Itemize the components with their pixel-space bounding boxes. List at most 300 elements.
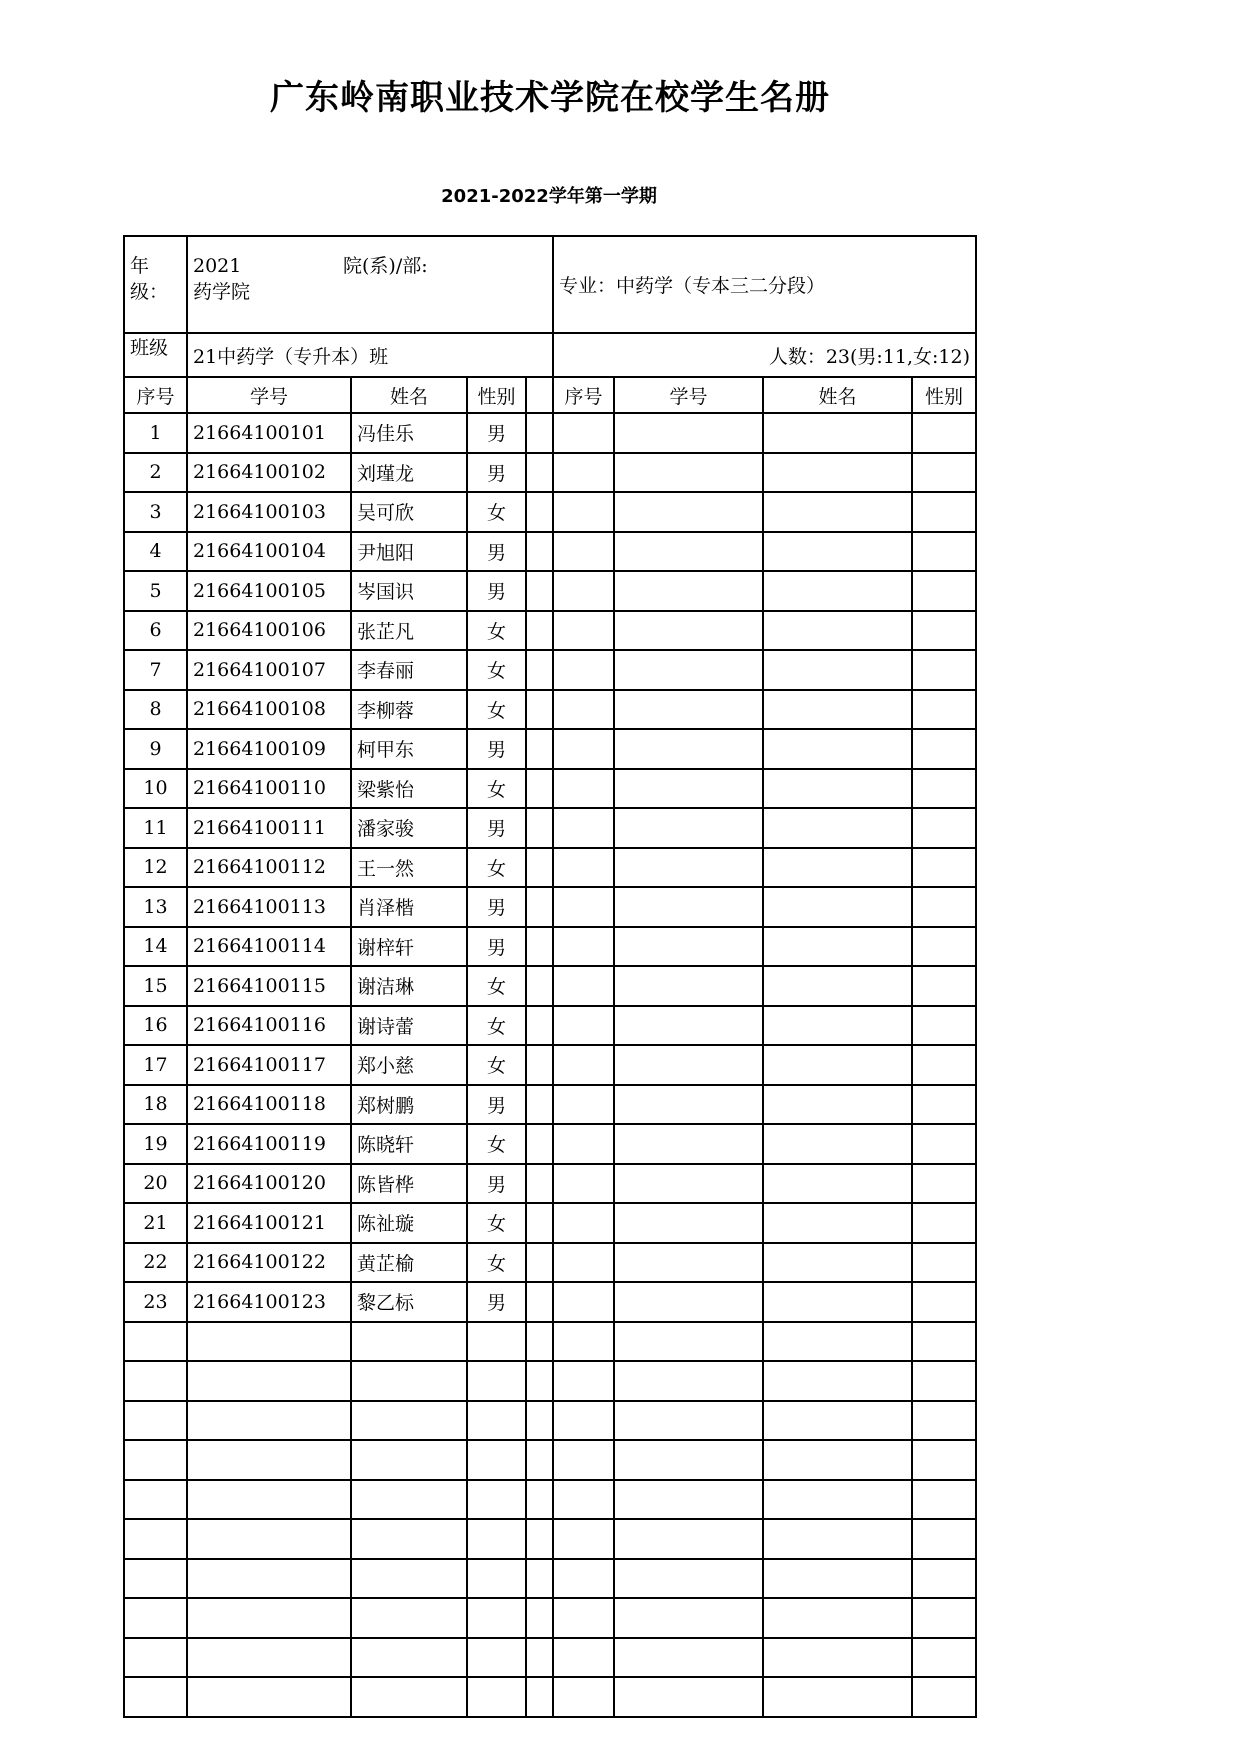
empty-row [124, 1638, 976, 1678]
student-seq: 16 [124, 1006, 187, 1046]
empty-cell [124, 1480, 187, 1520]
student-gender: 男 [467, 532, 526, 572]
empty-cell [124, 1559, 187, 1599]
table-row [124, 492, 976, 532]
empty-cell [553, 1045, 614, 1085]
empty-row [124, 1401, 976, 1441]
class-row [124, 333, 976, 377]
student-name: 潘家骏 [351, 808, 467, 848]
empty-cell [553, 966, 614, 1006]
empty-cell [912, 848, 976, 888]
class-label: 班级 [124, 333, 187, 377]
empty-cell [614, 966, 763, 1006]
empty-cell [553, 927, 614, 967]
empty-cell [614, 1519, 763, 1559]
table-row [124, 887, 976, 927]
student-id: 21664100110 [187, 769, 351, 809]
table-row [124, 848, 976, 888]
student-id: 21664100112 [187, 848, 351, 888]
table-row [124, 769, 976, 809]
table-row [124, 571, 976, 611]
empty-cell [553, 1124, 614, 1164]
empty-cell [763, 1006, 912, 1046]
empty-cell [614, 1598, 763, 1638]
empty-cell [912, 532, 976, 572]
student-name: 谢诗蕾 [351, 1006, 467, 1046]
table-row [124, 1085, 976, 1125]
empty-cell [124, 1677, 187, 1717]
empty-row [124, 1480, 976, 1520]
empty-cell [187, 1559, 351, 1599]
empty-cell [351, 1638, 467, 1678]
empty-cell [614, 927, 763, 967]
col-gender-header: 性别 [467, 377, 526, 413]
student-seq: 13 [124, 887, 187, 927]
student-gender: 男 [467, 729, 526, 769]
empty-cell [187, 1440, 351, 1480]
empty-cell [912, 1045, 976, 1085]
empty-cell [614, 1164, 763, 1204]
empty-cell [526, 1401, 553, 1441]
empty-cell [763, 1282, 912, 1322]
student-name: 谢梓轩 [351, 927, 467, 967]
empty-cell [912, 1006, 976, 1046]
empty-cell [912, 808, 976, 848]
empty-cell [553, 729, 614, 769]
empty-cell [526, 1519, 553, 1559]
empty-cell [763, 1203, 912, 1243]
empty-cell [187, 1480, 351, 1520]
empty-cell [614, 413, 763, 453]
table-row [124, 1282, 976, 1322]
student-seq: 6 [124, 611, 187, 651]
empty-cell [912, 1322, 976, 1362]
student-seq: 9 [124, 729, 187, 769]
student-id: 21664100106 [187, 611, 351, 651]
student-seq: 3 [124, 492, 187, 532]
empty-cell [467, 1322, 526, 1362]
empty-cell [526, 808, 553, 848]
empty-cell [763, 1480, 912, 1520]
student-gender: 女 [467, 1124, 526, 1164]
col-spacer [526, 377, 553, 413]
col-id-header-2: 学号 [614, 377, 763, 413]
empty-cell [526, 1045, 553, 1085]
student-name: 陈晓轩 [351, 1124, 467, 1164]
empty-cell [526, 769, 553, 809]
empty-cell [912, 1361, 976, 1401]
empty-cell [553, 1401, 614, 1441]
student-seq: 5 [124, 571, 187, 611]
empty-cell [526, 1203, 553, 1243]
empty-cell [912, 492, 976, 532]
empty-cell [912, 453, 976, 493]
page-title: 广东岭南职业技术学院在校学生名册 [270, 78, 830, 118]
empty-cell [526, 492, 553, 532]
student-id: 21664100118 [187, 1085, 351, 1125]
student-seq: 12 [124, 848, 187, 888]
empty-row [124, 1559, 976, 1599]
empty-cell [912, 1401, 976, 1441]
empty-cell [526, 1598, 553, 1638]
student-name: 刘瑾龙 [351, 453, 467, 493]
empty-cell [187, 1401, 351, 1441]
empty-cell [187, 1519, 351, 1559]
table-row [124, 1124, 976, 1164]
empty-cell [912, 927, 976, 967]
student-seq: 19 [124, 1124, 187, 1164]
empty-cell [553, 1164, 614, 1204]
empty-cell [526, 453, 553, 493]
empty-cell [526, 729, 553, 769]
student-gender: 男 [467, 887, 526, 927]
col-id-header: 学号 [187, 377, 351, 413]
table-row [124, 927, 976, 967]
student-name: 冯佳乐 [351, 413, 467, 453]
student-name: 陈祉璇 [351, 1203, 467, 1243]
empty-cell [763, 1045, 912, 1085]
empty-cell [351, 1322, 467, 1362]
empty-cell [763, 1361, 912, 1401]
empty-cell [614, 1401, 763, 1441]
student-name: 郑小慈 [351, 1045, 467, 1085]
empty-cell [187, 1598, 351, 1638]
student-gender: 女 [467, 848, 526, 888]
empty-cell [526, 690, 553, 730]
empty-cell [614, 1559, 763, 1599]
student-name: 陈皆桦 [351, 1164, 467, 1204]
empty-cell [526, 571, 553, 611]
student-name: 黄芷榆 [351, 1243, 467, 1283]
empty-row [124, 1677, 976, 1717]
col-gender-header-2: 性别 [912, 377, 976, 413]
table-row [124, 1006, 976, 1046]
empty-cell [351, 1401, 467, 1441]
student-name: 柯甲东 [351, 729, 467, 769]
col-seq-header-2: 序号 [553, 377, 614, 413]
table-row [124, 650, 976, 690]
table-row [124, 1045, 976, 1085]
empty-cell [467, 1519, 526, 1559]
col-name-header: 姓名 [351, 377, 467, 413]
empty-cell [912, 887, 976, 927]
empty-cell [124, 1638, 187, 1678]
empty-cell [763, 1322, 912, 1362]
empty-row [124, 1519, 976, 1559]
empty-cell [614, 1282, 763, 1322]
empty-cell [526, 1282, 553, 1322]
student-seq: 8 [124, 690, 187, 730]
student-seq: 11 [124, 808, 187, 848]
empty-cell [614, 808, 763, 848]
student-seq: 22 [124, 1243, 187, 1283]
empty-cell [526, 927, 553, 967]
empty-cell [614, 848, 763, 888]
empty-cell [351, 1677, 467, 1717]
student-seq: 23 [124, 1282, 187, 1322]
empty-cell [912, 1598, 976, 1638]
student-seq: 10 [124, 769, 187, 809]
column-header-row [124, 377, 976, 413]
empty-cell [526, 1440, 553, 1480]
student-id: 21664100119 [187, 1124, 351, 1164]
empty-cell [912, 690, 976, 730]
student-gender: 女 [467, 1243, 526, 1283]
empty-cell [553, 769, 614, 809]
empty-cell [553, 492, 614, 532]
empty-cell [614, 1361, 763, 1401]
empty-cell [912, 1243, 976, 1283]
empty-cell [912, 1440, 976, 1480]
student-gender: 男 [467, 453, 526, 493]
student-name: 吴可欣 [351, 492, 467, 532]
empty-cell [912, 1480, 976, 1520]
empty-cell [467, 1401, 526, 1441]
empty-cell [912, 1203, 976, 1243]
empty-cell [526, 887, 553, 927]
empty-cell [763, 1243, 912, 1283]
student-id: 21664100101 [187, 413, 351, 453]
table-row [124, 808, 976, 848]
student-id: 21664100109 [187, 729, 351, 769]
empty-cell [187, 1361, 351, 1401]
empty-row [124, 1440, 976, 1480]
empty-cell [763, 650, 912, 690]
empty-cell [763, 729, 912, 769]
empty-cell [763, 927, 912, 967]
dept-label: 院(系)/部: [343, 255, 428, 277]
student-name: 梁紫怡 [351, 769, 467, 809]
student-name: 李春丽 [351, 650, 467, 690]
empty-cell [763, 1085, 912, 1125]
student-id: 21664100121 [187, 1203, 351, 1243]
table-row [124, 1243, 976, 1283]
empty-cell [553, 413, 614, 453]
empty-cell [351, 1480, 467, 1520]
empty-cell [614, 1638, 763, 1678]
empty-cell [124, 1401, 187, 1441]
student-seq: 7 [124, 650, 187, 690]
empty-cell [553, 1480, 614, 1520]
empty-cell [912, 571, 976, 611]
student-seq: 1 [124, 413, 187, 453]
empty-cell [467, 1480, 526, 1520]
empty-cell [553, 1243, 614, 1283]
empty-cell [526, 650, 553, 690]
grade-value: 2021 [193, 255, 242, 277]
empty-cell [614, 492, 763, 532]
student-gender: 女 [467, 1203, 526, 1243]
empty-cell [124, 1322, 187, 1362]
empty-cell [763, 848, 912, 888]
table-row [124, 1203, 976, 1243]
table-row [124, 611, 976, 651]
student-id: 21664100105 [187, 571, 351, 611]
student-name: 郑树鹏 [351, 1085, 467, 1125]
table-row [124, 690, 976, 730]
empty-cell [912, 966, 976, 1006]
student-count: 人数：23(男:11,女:12) [553, 333, 976, 377]
empty-cell [553, 1006, 614, 1046]
empty-cell [526, 532, 553, 572]
empty-cell [526, 1361, 553, 1401]
empty-cell [124, 1361, 187, 1401]
empty-cell [526, 1164, 553, 1204]
empty-cell [763, 492, 912, 532]
empty-cell [763, 769, 912, 809]
empty-cell [763, 1124, 912, 1164]
empty-cell [526, 1006, 553, 1046]
table-row [124, 966, 976, 1006]
empty-cell [526, 1124, 553, 1164]
empty-cell [763, 1638, 912, 1678]
table-row [124, 729, 976, 769]
student-id: 21664100107 [187, 650, 351, 690]
empty-cell [614, 1006, 763, 1046]
empty-cell [614, 690, 763, 730]
student-id: 21664100114 [187, 927, 351, 967]
empty-row [124, 1361, 976, 1401]
empty-cell [614, 453, 763, 493]
student-gender: 男 [467, 927, 526, 967]
empty-cell [912, 650, 976, 690]
student-gender: 男 [467, 571, 526, 611]
empty-cell [763, 1164, 912, 1204]
empty-cell [553, 887, 614, 927]
empty-cell [467, 1638, 526, 1678]
empty-cell [614, 729, 763, 769]
empty-cell [553, 1361, 614, 1401]
student-seq: 4 [124, 532, 187, 572]
empty-cell [912, 1085, 976, 1125]
empty-cell [553, 690, 614, 730]
empty-cell [467, 1598, 526, 1638]
empty-cell [763, 1401, 912, 1441]
grade-dept-cell [187, 236, 553, 333]
student-name: 岑国识 [351, 571, 467, 611]
empty-cell [912, 1677, 976, 1717]
empty-cell [553, 1559, 614, 1599]
empty-cell [467, 1677, 526, 1717]
empty-cell [614, 532, 763, 572]
empty-cell [614, 1440, 763, 1480]
empty-cell [526, 1559, 553, 1599]
empty-cell [553, 650, 614, 690]
empty-cell [763, 887, 912, 927]
empty-cell [187, 1322, 351, 1362]
student-seq: 14 [124, 927, 187, 967]
term-subtitle: 2021-2022学年第一学期 [441, 186, 657, 207]
student-id: 21664100113 [187, 887, 351, 927]
empty-cell [526, 848, 553, 888]
student-id: 21664100117 [187, 1045, 351, 1085]
empty-cell [553, 1282, 614, 1322]
table-row [124, 1164, 976, 1204]
empty-cell [614, 571, 763, 611]
student-gender: 女 [467, 611, 526, 651]
empty-cell [614, 611, 763, 651]
table-row [124, 532, 976, 572]
col-name-header-2: 姓名 [763, 377, 912, 413]
empty-cell [526, 1243, 553, 1283]
class-name: 21中药学（专升本）班 [187, 333, 553, 377]
student-id: 21664100120 [187, 1164, 351, 1204]
empty-cell [351, 1361, 467, 1401]
empty-row [124, 1322, 976, 1362]
student-name: 李柳蓉 [351, 690, 467, 730]
student-id: 21664100122 [187, 1243, 351, 1283]
empty-cell [763, 966, 912, 1006]
student-gender: 女 [467, 1045, 526, 1085]
student-gender: 女 [467, 650, 526, 690]
empty-cell [553, 571, 614, 611]
empty-cell [526, 1480, 553, 1520]
empty-cell [553, 1598, 614, 1638]
empty-cell [763, 690, 912, 730]
student-id: 21664100108 [187, 690, 351, 730]
student-gender: 男 [467, 1282, 526, 1322]
student-name: 谢洁琳 [351, 966, 467, 1006]
empty-cell [763, 808, 912, 848]
empty-cell [912, 1638, 976, 1678]
empty-cell [553, 1085, 614, 1125]
empty-cell [467, 1440, 526, 1480]
empty-cell [467, 1559, 526, 1599]
student-id: 21664100123 [187, 1282, 351, 1322]
grade-row [124, 236, 976, 333]
empty-cell [553, 848, 614, 888]
student-seq: 21 [124, 1203, 187, 1243]
student-seq: 15 [124, 966, 187, 1006]
empty-cell [763, 1559, 912, 1599]
empty-cell [187, 1677, 351, 1717]
empty-cell [912, 729, 976, 769]
empty-cell [614, 887, 763, 927]
table-row [124, 413, 976, 453]
empty-cell [526, 1085, 553, 1125]
empty-cell [526, 966, 553, 1006]
empty-cell [763, 532, 912, 572]
empty-cell [763, 1677, 912, 1717]
empty-cell [912, 1164, 976, 1204]
empty-cell [763, 1440, 912, 1480]
empty-cell [124, 1598, 187, 1638]
empty-cell [526, 1638, 553, 1678]
empty-cell [763, 453, 912, 493]
empty-cell [553, 1638, 614, 1678]
student-gender: 男 [467, 413, 526, 453]
empty-row [124, 1598, 976, 1638]
student-gender: 男 [467, 808, 526, 848]
student-seq: 18 [124, 1085, 187, 1125]
empty-cell [553, 1322, 614, 1362]
empty-cell [912, 1559, 976, 1599]
student-gender: 男 [467, 1085, 526, 1125]
student-gender: 女 [467, 769, 526, 809]
student-name: 尹旭阳 [351, 532, 467, 572]
empty-cell [912, 1519, 976, 1559]
empty-cell [526, 611, 553, 651]
student-seq: 2 [124, 453, 187, 493]
empty-cell [763, 1519, 912, 1559]
empty-cell [124, 1519, 187, 1559]
empty-cell [912, 1282, 976, 1322]
student-seq: 17 [124, 1045, 187, 1085]
empty-cell [912, 1124, 976, 1164]
student-roster-table [123, 235, 977, 1718]
empty-cell [912, 611, 976, 651]
student-id: 21664100116 [187, 1006, 351, 1046]
